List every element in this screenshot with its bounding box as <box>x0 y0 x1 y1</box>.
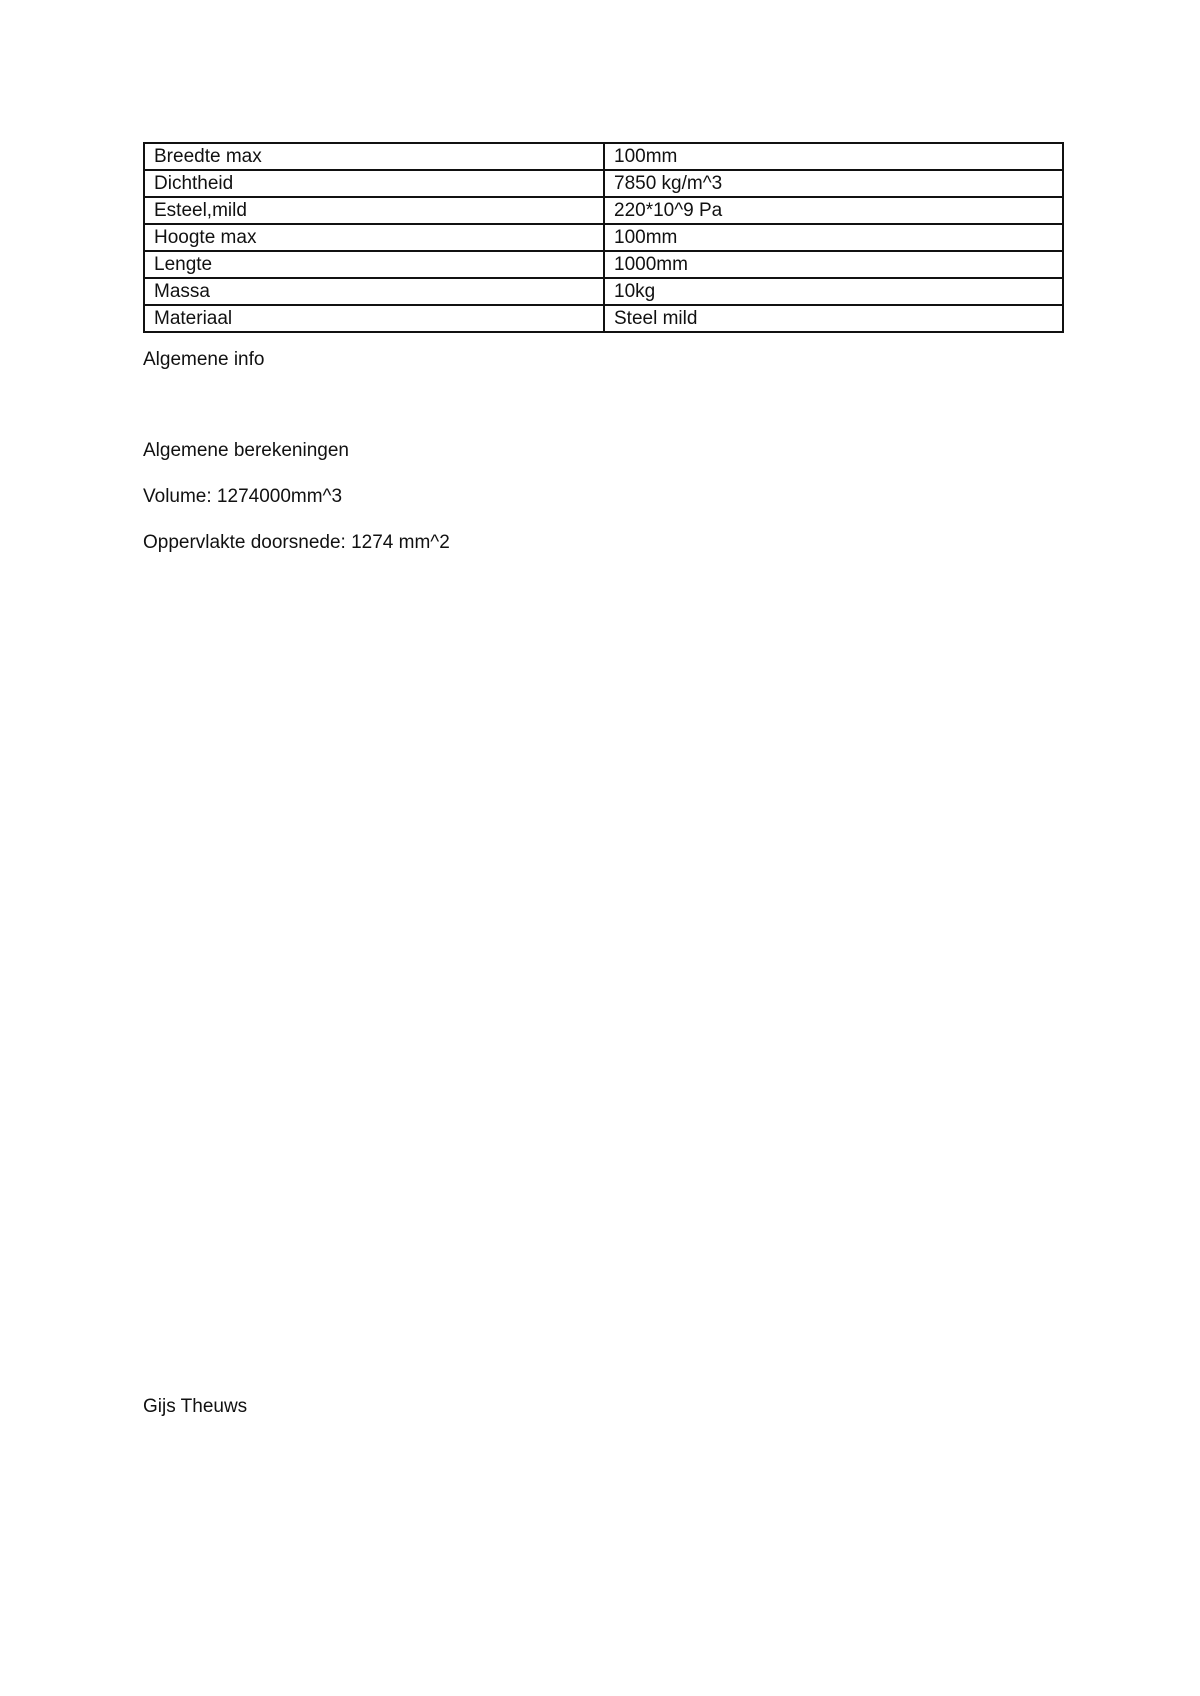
value-cell: 7850 kg/m^3 <box>604 170 1063 197</box>
table-row <box>144 197 1063 224</box>
cross-section-area-line: Oppervlakte doorsnede: 1274 mm^2 <box>143 532 450 553</box>
value-cell: 220*10^9 Pa <box>604 197 1063 224</box>
table-row <box>144 251 1063 278</box>
value-cell: 100mm <box>604 224 1063 251</box>
author-name: Gijs Theuws <box>143 1396 248 1417</box>
table-row <box>144 170 1063 197</box>
table-row <box>144 278 1063 305</box>
calculations-heading: Algemene berekeningen <box>143 440 349 461</box>
property-cell: Massa <box>144 278 604 305</box>
volume-line: Volume: 1274000mm^3 <box>143 486 343 507</box>
table-caption: Algemene info <box>143 349 265 370</box>
property-cell: Esteel,mild <box>144 197 604 224</box>
property-cell: Dichtheid <box>144 170 604 197</box>
table-row <box>144 224 1063 251</box>
value-cell: 100mm <box>604 143 1063 170</box>
table-row <box>144 305 1063 332</box>
specs-table <box>143 142 1064 333</box>
property-cell: Materiaal <box>144 305 604 332</box>
table-row <box>144 143 1063 170</box>
property-cell: Breedte max <box>144 143 604 170</box>
value-cell: 10kg <box>604 278 1063 305</box>
property-cell: Lengte <box>144 251 604 278</box>
value-cell: 1000mm <box>604 251 1063 278</box>
property-cell: Hoogte max <box>144 224 604 251</box>
value-cell: Steel mild <box>604 305 1063 332</box>
